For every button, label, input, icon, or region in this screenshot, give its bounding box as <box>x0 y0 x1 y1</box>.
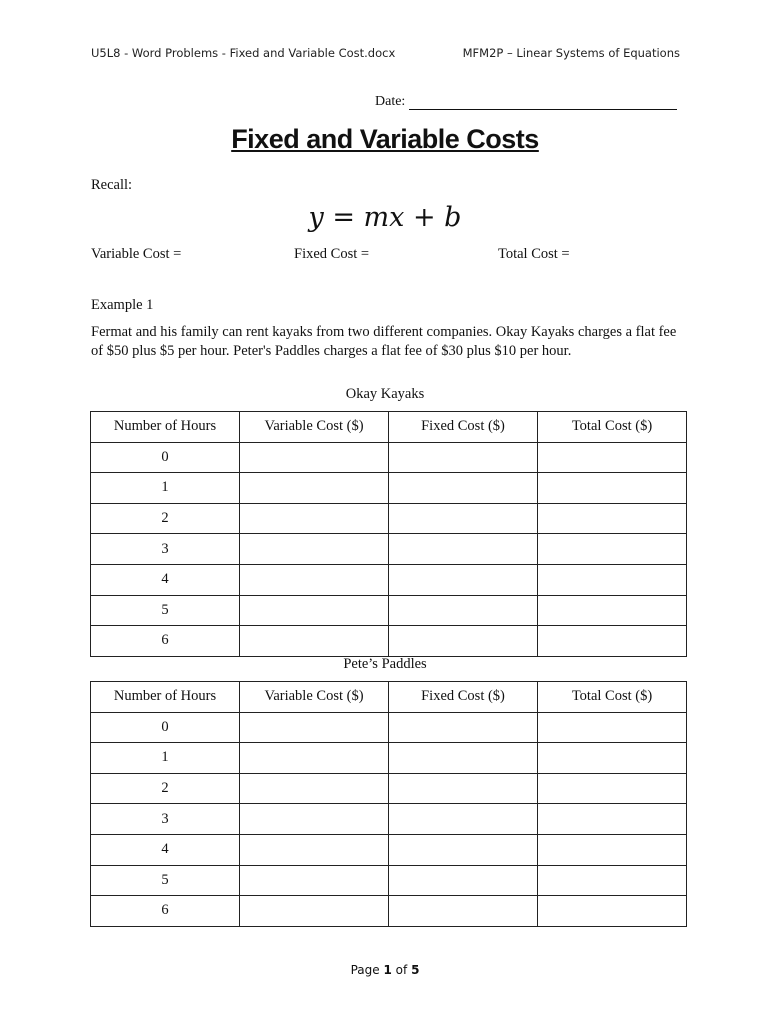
total-cost-cell[interactable] <box>538 626 687 657</box>
course-title: MFM2P – Linear Systems of Equations <box>462 46 680 60</box>
fixed-cost-cell[interactable] <box>389 503 538 534</box>
total-cost-cell[interactable] <box>538 473 687 504</box>
variable-cost-cell[interactable] <box>240 442 389 473</box>
table-row <box>91 534 687 565</box>
total-cost-cell[interactable] <box>538 804 687 835</box>
total-cost-cell[interactable] <box>538 712 687 743</box>
date-blank-line <box>409 96 677 110</box>
petes-paddles-table <box>90 681 687 927</box>
variable-cost-cell[interactable] <box>240 564 389 595</box>
table-row <box>91 473 687 504</box>
variable-cost-cell[interactable] <box>240 834 389 865</box>
column-header: Number of Hours <box>91 412 240 443</box>
total-cost-cell[interactable] <box>538 503 687 534</box>
hours-cell: 1 <box>91 473 240 504</box>
table-row <box>91 804 687 835</box>
column-header: Variable Cost ($) <box>240 412 389 443</box>
column-header: Total Cost ($) <box>538 682 687 713</box>
column-header: Number of Hours <box>91 682 240 713</box>
variable-cost-cell[interactable] <box>240 773 389 804</box>
total-cost-cell[interactable] <box>538 834 687 865</box>
hours-cell: 3 <box>91 804 240 835</box>
hours-cell: 4 <box>91 834 240 865</box>
column-header: Variable Cost ($) <box>240 682 389 713</box>
date-field <box>375 94 677 110</box>
page-total: 5 <box>411 963 420 977</box>
column-header: Fixed Cost ($) <box>389 682 538 713</box>
fixed-cost-cell[interactable] <box>389 442 538 473</box>
table-row <box>91 773 687 804</box>
table-row <box>91 865 687 896</box>
variable-cost-cell[interactable] <box>240 626 389 657</box>
fixed-cost-cell[interactable] <box>389 834 538 865</box>
table-row <box>91 743 687 774</box>
fixed-cost-cell[interactable] <box>389 865 538 896</box>
fixed-cost-label: Fixed Cost = <box>294 246 370 262</box>
table-header-row <box>91 682 687 713</box>
variable-cost-cell[interactable] <box>240 896 389 927</box>
date-label: Date: <box>375 94 406 109</box>
column-header: Fixed Cost ($) <box>389 412 538 443</box>
table-header-row <box>91 412 687 443</box>
example-heading: Example 1 <box>91 297 154 313</box>
total-cost-cell[interactable] <box>538 564 687 595</box>
table-row <box>91 896 687 927</box>
page-prefix: Page <box>350 963 380 977</box>
total-cost-cell[interactable] <box>538 534 687 565</box>
formula: y = mx + b <box>308 202 462 233</box>
problem-text: Fermat and his family can rent kayaks from two different companies. Okay Kayaks charges a flat fee of $50 plus $5 per hour. Peter's Paddles charges a flat fee of $30 plus $10 per hour. <box>91 324 677 359</box>
hours-cell: 3 <box>91 534 240 565</box>
hours-cell: 5 <box>91 595 240 626</box>
page-number: 1 <box>383 963 392 977</box>
table-row <box>91 595 687 626</box>
total-cost-label: Total Cost = <box>498 246 570 262</box>
variable-cost-cell[interactable] <box>240 743 389 774</box>
total-cost-cell[interactable] <box>538 773 687 804</box>
fixed-cost-cell[interactable] <box>389 743 538 774</box>
variable-cost-cell[interactable] <box>240 595 389 626</box>
table-row <box>91 503 687 534</box>
variable-cost-cell[interactable] <box>240 804 389 835</box>
fixed-cost-cell[interactable] <box>389 896 538 927</box>
variable-cost-cell[interactable] <box>240 534 389 565</box>
table-row <box>91 712 687 743</box>
hours-cell: 6 <box>91 896 240 927</box>
fixed-cost-cell[interactable] <box>389 564 538 595</box>
column-header: Total Cost ($) <box>538 412 687 443</box>
table-row <box>91 626 687 657</box>
fixed-cost-cell[interactable] <box>389 712 538 743</box>
fixed-cost-cell[interactable] <box>389 595 538 626</box>
total-cost-cell[interactable] <box>538 595 687 626</box>
table-title-petes-paddles: Pete’s Paddles <box>343 656 427 672</box>
variable-cost-cell[interactable] <box>240 473 389 504</box>
fixed-cost-cell[interactable] <box>389 534 538 565</box>
variable-cost-cell[interactable] <box>240 712 389 743</box>
fixed-cost-cell[interactable] <box>389 804 538 835</box>
fixed-cost-cell[interactable] <box>389 773 538 804</box>
page-footer <box>0 963 770 977</box>
fixed-cost-cell[interactable] <box>389 473 538 504</box>
fixed-cost-cell[interactable] <box>389 626 538 657</box>
hours-cell: 0 <box>91 712 240 743</box>
okay-kayaks-table <box>90 411 687 657</box>
total-cost-cell[interactable] <box>538 896 687 927</box>
hours-cell: 6 <box>91 626 240 657</box>
variable-cost-label: Variable Cost = <box>91 246 182 262</box>
hours-cell: 4 <box>91 564 240 595</box>
variable-cost-cell[interactable] <box>240 503 389 534</box>
table-title-okay-kayaks: Okay Kayaks <box>345 386 425 402</box>
hours-cell: 0 <box>91 442 240 473</box>
total-cost-cell[interactable] <box>538 743 687 774</box>
document-filename: U5L8 - Word Problems - Fixed and Variable Cost.docx <box>91 46 396 60</box>
variable-cost-cell[interactable] <box>240 865 389 896</box>
total-cost-cell[interactable] <box>538 442 687 473</box>
hours-cell: 1 <box>91 743 240 774</box>
hours-cell: 5 <box>91 865 240 896</box>
table-row <box>91 564 687 595</box>
hours-cell: 2 <box>91 503 240 534</box>
table-row <box>91 442 687 473</box>
page-title: Fixed and Variable Costs <box>231 124 539 154</box>
page-of: of <box>395 963 408 977</box>
total-cost-cell[interactable] <box>538 865 687 896</box>
recall-label: Recall: <box>91 177 133 193</box>
hours-cell: 2 <box>91 773 240 804</box>
table-row <box>91 834 687 865</box>
